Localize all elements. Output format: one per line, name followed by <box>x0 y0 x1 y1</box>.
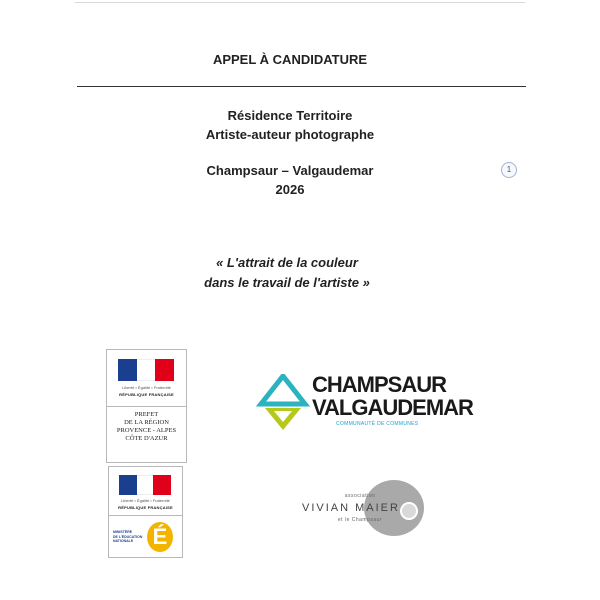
residency-place: Champsaur – Valgaudemar <box>206 163 374 178</box>
champsaur-name-line-1: CHAMPSAUR <box>312 372 446 397</box>
page-title: APPEL À CANDIDATURE <box>212 52 368 67</box>
prefecture-line: PREFET <box>134 411 159 418</box>
title-divider <box>77 86 526 87</box>
vivian-maier-top: association <box>344 493 376 499</box>
residency-line-2: Artiste-auteur photographe <box>205 127 375 142</box>
education-separator <box>109 515 182 516</box>
education-e-icon: É <box>147 522 173 552</box>
vivian-maier-bottom: et le Champsaur <box>337 517 383 523</box>
page-number-badge: 1 <box>501 162 517 178</box>
prefecture-text <box>107 411 186 443</box>
vivian-maier-logo <box>300 476 430 538</box>
education-republic: RÉPUBLIQUE FRANÇAISE <box>118 505 173 510</box>
prefecture-line: PROVENCE - ALPES <box>116 427 177 434</box>
prefecture-republic: RÉPUBLIQUE FRANÇAISE <box>119 392 174 397</box>
theme-quote <box>0 253 574 293</box>
education-line: NATIONALE <box>113 539 134 543</box>
residency-line-1: Résidence Territoire <box>227 108 353 123</box>
french-flag-icon <box>119 475 171 495</box>
education-logo <box>108 466 183 558</box>
french-flag-icon <box>118 359 174 381</box>
champsaur-name-line-2: VALGAUDEMAR <box>312 395 473 420</box>
champsaur-subtitle: COMMUNAUTÉ DE COMMUNES <box>336 421 419 427</box>
vivian-maier-name: VIVIAN MAIER <box>302 502 400 514</box>
location-block <box>0 161 580 199</box>
prefecture-line: DE LA RÉGION <box>124 419 169 426</box>
education-motto: Liberté • Égalité • Fraternité <box>121 498 170 503</box>
prefecture-logo <box>106 349 187 463</box>
education-line: MINISTÈRE <box>113 530 133 534</box>
prefecture-motto: Liberté • Égalité • Fraternité <box>122 385 171 390</box>
theme-line-1: « L'attrait de la couleur <box>216 255 358 270</box>
prefecture-line: CÔTE D'AZUR <box>125 435 168 442</box>
mountain-triangles-icon <box>255 374 311 432</box>
top-border-line <box>75 2 525 3</box>
prefecture-separator <box>107 406 186 407</box>
champsaur-valgaudemar-logo <box>255 372 473 436</box>
theme-line-2: dans le travail de l'artiste » <box>204 275 370 290</box>
residency-year: 2026 <box>275 182 305 197</box>
residency-block <box>0 106 580 144</box>
education-line: DE L'ÉDUCATION <box>113 534 143 539</box>
